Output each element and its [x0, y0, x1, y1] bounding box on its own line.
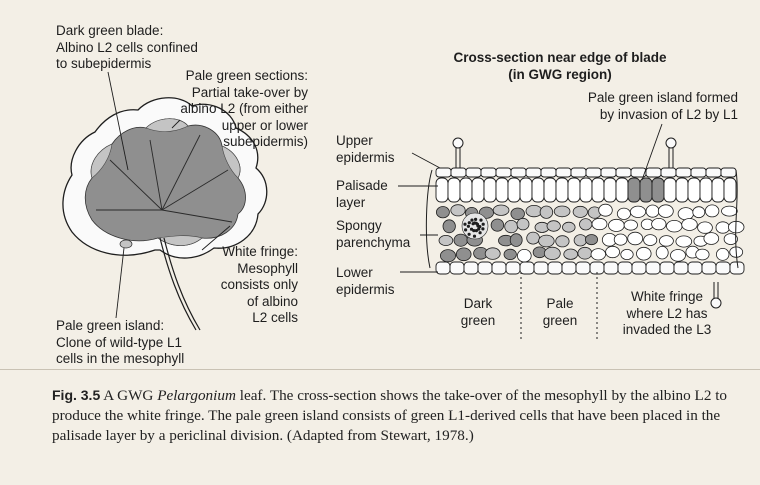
label-line: upper or lower: [221, 117, 308, 133]
cell: [526, 168, 541, 177]
cell: [547, 221, 560, 232]
cell: [591, 249, 606, 260]
cell: [571, 168, 586, 177]
label-line: parenchyma: [336, 234, 411, 250]
label-line: L2 cells: [252, 310, 298, 325]
label-line: cells in the mesophyll: [56, 351, 185, 366]
cell: [496, 178, 508, 202]
label-pale-green-sections: [180, 68, 308, 151]
cell: [436, 178, 448, 202]
cell: [682, 219, 698, 231]
title-line: (in GWG region): [508, 66, 612, 82]
cell: [467, 225, 470, 228]
label-line: Clone of wild-type L1: [56, 334, 183, 350]
cell: [630, 206, 645, 217]
cell: [632, 262, 646, 274]
caption-figure-number: Fig. 3.5: [52, 387, 101, 403]
cell: [540, 206, 553, 218]
upper-epidermis-cells: [436, 168, 736, 177]
cell: [464, 228, 467, 231]
cell: [451, 205, 465, 216]
cell: [541, 168, 556, 177]
label-line: to subepidermis: [56, 56, 152, 71]
cell: [604, 178, 616, 202]
label-dark-green-blade: [56, 23, 198, 73]
cell: [451, 168, 466, 177]
cell: [506, 262, 520, 274]
cell: [436, 207, 449, 218]
cell: [652, 178, 664, 202]
label-line: Palisade: [336, 178, 388, 193]
label-line: epidermis: [336, 281, 395, 297]
cell: [436, 262, 450, 274]
cross-section-title: [430, 50, 690, 83]
label-lower-epidermis: [336, 265, 395, 298]
cell: [661, 168, 676, 177]
cell: [464, 262, 478, 274]
cell: [722, 206, 738, 216]
cell: [606, 246, 620, 257]
cell: [574, 235, 587, 246]
cell: [504, 249, 516, 259]
cell: [702, 262, 716, 274]
label-zone-dark: [448, 296, 508, 329]
label-line: Lower: [336, 265, 373, 280]
label-line: Dark: [463, 296, 493, 311]
cell: [646, 168, 661, 177]
cell: [700, 178, 712, 202]
cell: [470, 219, 473, 222]
label-line: Dark green blade:: [56, 23, 164, 38]
cell: [505, 220, 518, 232]
cell: [562, 262, 576, 274]
label-line: where L2 has: [626, 305, 708, 321]
cell: [508, 178, 520, 202]
cell: [463, 223, 466, 226]
cell: [646, 205, 659, 217]
cell: [617, 208, 630, 219]
cell: [556, 178, 568, 202]
cell: [604, 262, 618, 274]
cell: [688, 262, 702, 274]
cell: [510, 234, 522, 247]
caption-divider: [0, 369, 760, 370]
cell: [568, 178, 580, 202]
cell: [664, 178, 676, 202]
cell: [667, 220, 683, 232]
label-line: green: [460, 312, 496, 328]
cell: [652, 218, 666, 229]
label-line: Pale: [546, 296, 574, 311]
label-line: Pale green sections:: [185, 68, 308, 83]
cell: [721, 168, 736, 177]
title-line: Cross-section near edge of blade: [453, 50, 667, 65]
cell: [601, 168, 616, 177]
cell: [628, 178, 640, 202]
cell: [468, 221, 471, 224]
label-spongy: [336, 218, 410, 251]
label-line: by invasion of L2 by L1: [599, 106, 738, 122]
cell: [716, 248, 729, 260]
label-line: green: [542, 312, 578, 328]
cell: [454, 234, 468, 246]
cell: [491, 219, 504, 231]
cross-section: [426, 138, 744, 308]
cell: [599, 204, 613, 216]
cell: [556, 168, 571, 177]
cell: [450, 262, 464, 274]
cell: [448, 178, 460, 202]
cell: [472, 222, 475, 225]
cell: [479, 231, 482, 234]
cell: [580, 178, 592, 202]
cell: [618, 262, 632, 274]
label-line: consists only: [220, 277, 298, 292]
label-upper-epidermis: [336, 133, 395, 166]
cell: [439, 235, 453, 245]
cell: [492, 262, 506, 274]
cell: [466, 168, 481, 177]
cell: [544, 178, 556, 202]
label-line: White fringe:: [222, 244, 298, 259]
cell: [716, 262, 730, 274]
palisade-cells: [436, 178, 736, 202]
leaf-pale-island: [120, 240, 132, 248]
cell: [637, 247, 652, 260]
caption-species: Pelargonium: [157, 387, 236, 404]
cell: [724, 178, 736, 202]
cell: [693, 207, 705, 218]
label-line: layer: [336, 194, 366, 210]
cell: [478, 225, 481, 228]
cell: [456, 248, 471, 261]
label-line: Pale green island:: [56, 318, 165, 333]
cell: [624, 220, 637, 230]
cell: [474, 218, 477, 221]
cell: [520, 178, 532, 202]
cell: [660, 262, 674, 274]
cell: [563, 222, 576, 232]
cell: [621, 249, 633, 259]
lower-epidermis-cells: [436, 262, 744, 274]
label-island-formed: [588, 90, 738, 123]
cell: [526, 205, 542, 216]
cell: [616, 178, 628, 202]
cell: [485, 248, 500, 260]
label-palisade: [336, 178, 388, 211]
cell: [696, 249, 709, 260]
cell: [592, 218, 607, 229]
cell: [646, 262, 660, 274]
cell: [609, 219, 625, 231]
cell: [517, 218, 529, 230]
cell: [706, 168, 721, 177]
cell: [460, 178, 472, 202]
label-line: White fringe: [630, 289, 704, 304]
cell: [671, 250, 686, 262]
label-zone-white: [612, 289, 722, 339]
cell: [484, 178, 496, 202]
cell: [676, 168, 691, 177]
cell: [573, 206, 587, 217]
cell: [674, 262, 688, 274]
cell: [658, 205, 673, 218]
cell: [556, 236, 569, 247]
cell: [479, 219, 482, 222]
cell: [716, 222, 730, 233]
label-line: invaded the L3: [622, 322, 712, 337]
cell: [705, 205, 719, 217]
cell: [578, 247, 592, 259]
cell: [481, 168, 496, 177]
label-line: Upper: [336, 133, 373, 148]
cell: [712, 178, 724, 202]
cell: [616, 168, 631, 177]
cell: [628, 232, 643, 245]
cell: [482, 223, 485, 226]
cell: [678, 208, 693, 220]
cell: [659, 236, 673, 247]
label-zone-pale: [530, 296, 590, 329]
caption-text-after: leaf. The cross-section shows the take-over of the mesophyll by the albino L2 to produce the white fringe. The pale green island consists of green L1-derived cells that have been placed in the palisade layer by a periclinal division. (Adapted from Stewart, 1978.): [52, 387, 728, 444]
label-pale-green-island: [56, 318, 184, 368]
cell: [534, 262, 548, 274]
cell: [527, 232, 540, 244]
cell: [539, 235, 555, 247]
cell: [520, 262, 534, 274]
label-line: of albino: [246, 293, 298, 309]
cell: [691, 168, 706, 177]
cell: [493, 205, 509, 215]
cell: [481, 227, 484, 230]
cell: [592, 178, 604, 202]
cell: [548, 262, 562, 274]
cell: [511, 208, 525, 220]
label-line: subepidermis): [223, 134, 308, 149]
label-line: epidermis: [336, 149, 395, 165]
cell: [704, 233, 719, 245]
cell: [688, 178, 700, 202]
cell: [443, 220, 455, 233]
label-line: Partial take-over by: [191, 84, 308, 100]
cell: [472, 178, 484, 202]
cell: [585, 235, 597, 245]
label-line: Albino L2 cells confined: [56, 39, 198, 55]
label-white-fringe: [221, 244, 298, 327]
cell: [440, 250, 455, 262]
cell: [656, 246, 668, 259]
cell: [564, 249, 578, 259]
label-line: albino L2 (from either: [180, 101, 308, 116]
cell: [586, 168, 601, 177]
label-line: Pale green island formed: [587, 90, 738, 105]
label-line: Mesophyll: [237, 260, 298, 276]
cell: [517, 249, 531, 262]
cell: [640, 178, 652, 202]
cell: [580, 219, 592, 230]
cell: [468, 233, 471, 236]
cell: [698, 222, 713, 233]
cell: [511, 168, 526, 177]
cell: [496, 168, 511, 177]
cell: [676, 178, 688, 202]
cell: [676, 236, 692, 247]
cell: [644, 235, 657, 246]
figure-caption: [52, 385, 742, 446]
cell: [473, 235, 476, 238]
cell: [554, 206, 570, 217]
cell: [614, 234, 627, 245]
caption-text-before: A GWG: [100, 387, 158, 404]
label-line: Spongy: [336, 218, 382, 233]
cell: [478, 262, 492, 274]
cell: [436, 168, 451, 177]
cell: [544, 247, 560, 259]
cell: [532, 178, 544, 202]
cell: [576, 262, 590, 274]
